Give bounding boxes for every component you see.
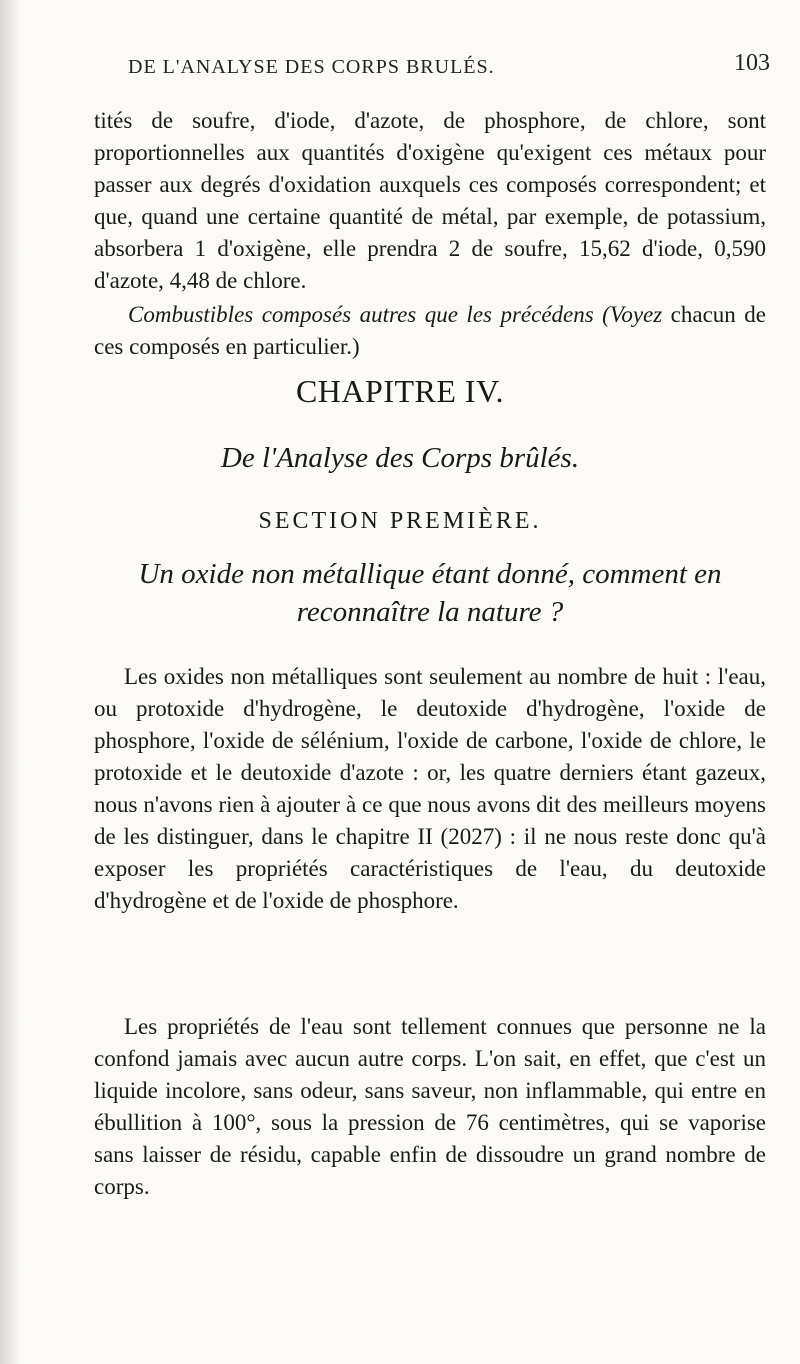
paragraph-combustibles (94, 299, 766, 363)
paragraph-water-properties: Les propriétés de l'eau sont tellement connues que personne ne la confond jamais avec aucun autre corps. L'on sait, en effet, que c'est un liquide incolore, sans odeur, sans saveur, non inflammable, qui entre en ébullition à 100°, sous la pression de 76 centimètres, qui se vaporise sans laisser de résidu, capable enfin de dissoudre un grand nombre de corps. (94, 1014, 766, 1199)
chapter-subtitle: De l'Analyse des Corps brûlés. (220, 442, 580, 474)
paragraph-continuation: tités de soufre, d'iode, d'azote, de phosphore, de chlore, sont proportionnelles aux quantités d'oxigène qu'exigent ces métaux pour passer aux degrés d'oxidation auxquels ces composés correspondent; et que, quand une certaine quantité de métal, par exemple, de potassium, absorbera 1 d'oxigène, elle prendra 2 de soufre, 15,62 d'iode, 0,590 d'azote, 4,48 de chlore. (94, 108, 766, 293)
paragraph-combustibles-italic: Combustibles composés autres que les précédens (Voyez (128, 302, 663, 327)
page-number: 103 (734, 50, 770, 76)
section-question: Un oxide non métallique étant donné, comment en reconnaître la nature ? (138, 558, 722, 628)
chapter-title: CHAPITRE IV. (295, 373, 505, 409)
page-gutter-shadow (0, 0, 18, 1364)
paragraph-combustibles-rest: chacun de ces composés en particulier.) (94, 302, 766, 359)
paragraph-oxides: Les oxides non métalliques sont seulement au nombre de huit : l'eau, ou protoxide d'hydrogène, le deutoxide d'hydrogène, l'oxide de phosphore, l'oxide de sélénium, l'oxide de carbone, l'oxide de chlore, le protoxide et le deutoxide d'azote : or, les quatre derniers étant gazeux, nous n'avons rien à ajouter à ce que nous avons dit des meilleurs moyens de les distinguer, dans le chapitre II (2027) : il ne nous reste donc qu'à exposer les propriétés caractéristiques de l'eau, du deutoxide d'hydrogène et de l'oxide de phosphore. (94, 664, 766, 913)
section-title: SECTION PREMIÈRE. (258, 508, 542, 534)
running-title: DE L'ANALYSE DES CORPS BRULÉS. (128, 56, 495, 78)
